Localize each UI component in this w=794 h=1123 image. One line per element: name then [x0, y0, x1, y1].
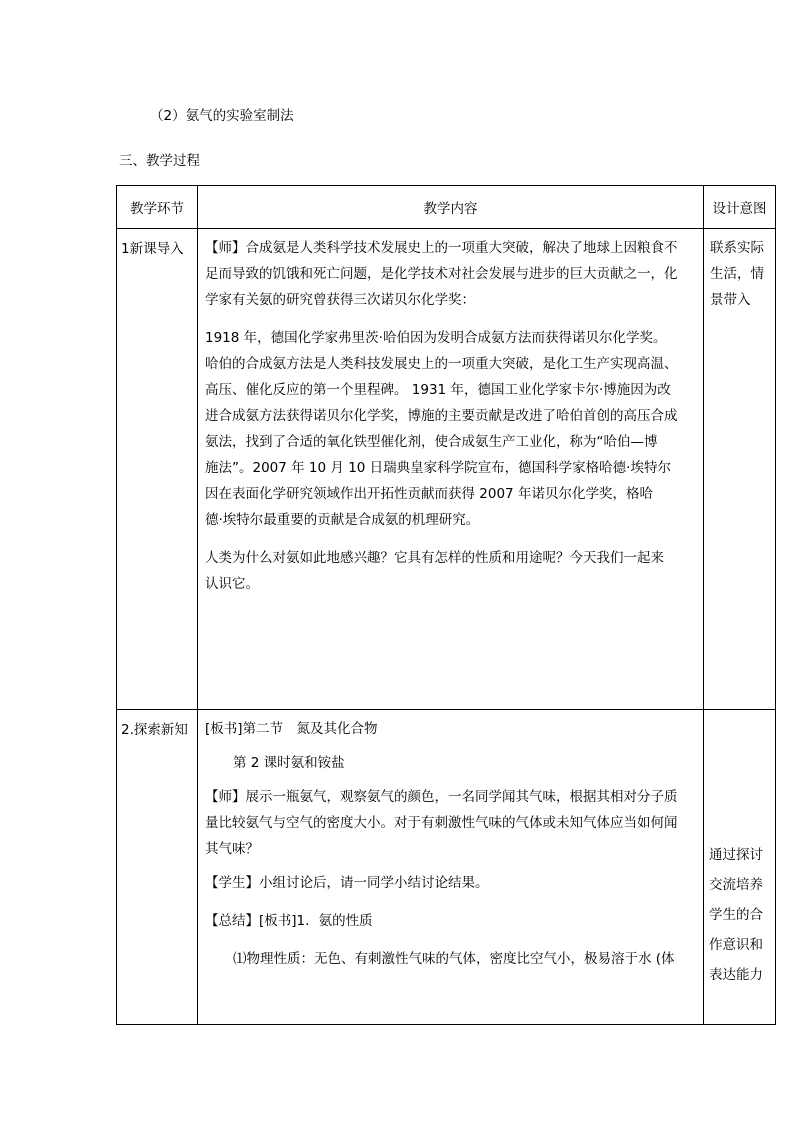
teacher-demo-paragraph	[205, 784, 698, 862]
text-line: 量比较氨气与空气的密度大小。对于有刺激性气味的气体或未知气体应当如何闻	[205, 815, 678, 831]
text-line: 联系实际	[710, 240, 764, 256]
intent-cell	[704, 229, 776, 710]
board-writing-section: [板书]第二节 氮及其化合物	[205, 721, 378, 737]
text-line: 学家有关氨的研究曾获得三次诺贝尔化学奖：	[205, 292, 475, 308]
student-discussion: 【学生】小组讨论后，请一同学小结讨论结果。	[205, 875, 489, 891]
heading-item: （2）氨气的实验室制法	[150, 108, 294, 124]
history-paragraph	[205, 325, 698, 533]
section-title: 三、教学过程	[119, 153, 200, 169]
board-writing-lesson: 第 2 课时氨和铵盐	[233, 755, 345, 771]
text-line: 高压、催化反应的第一个里程碑。 1931 年，德国工业化学家卡尔·博施因为改	[205, 382, 671, 398]
text-line: 人类为什么对氨如此地感兴趣？它具有怎样的性质和用途呢？今天我们一起来	[205, 550, 664, 566]
header-stage: 教学环节	[117, 186, 198, 229]
table-row	[117, 710, 776, 1025]
text-line: 景带入	[710, 292, 751, 308]
teaching-process-table	[116, 185, 776, 1025]
text-line: 交流培养	[709, 877, 763, 893]
text-line: 通过探讨	[709, 847, 763, 863]
summary-board: 【总结】[板书]1．氨的性质	[205, 913, 373, 929]
text-line: 【师】展示一瓶氨气，观察氨气的颜色，一名同学闻其气味，根据其相对分子质	[205, 789, 678, 805]
text-line: 学生的合	[709, 907, 763, 923]
header-content: 教学内容	[198, 186, 704, 229]
text-line: 【师】合成氨是人类科学技术发展史上的一项重大突破，解决了地球上因粮食不	[205, 240, 678, 256]
header-intent: 设计意图	[704, 186, 776, 229]
text-line: 生活，情	[710, 266, 764, 282]
text-line: 氨法，找到了合适的氧化铁型催化剂，使合成氨生产工业化，称为“哈伯—博	[205, 434, 658, 450]
text-line: 施法”。2007 年 10 月 10 日瑞典皇家科学院宣布，德国科学家格哈德·埃特尔	[205, 460, 671, 476]
text-line: 哈伯的合成氨方法是人类科技发展史上的一项重大突破，是化工生产实现高温、	[205, 356, 678, 372]
physical-properties: ⑴物理性质：无色、有刺激性气味的气体，密度比空气小，极易溶于水 (体	[233, 951, 675, 967]
teacher-intro-paragraph	[205, 235, 698, 313]
stage-label: 2.探索新知	[121, 722, 188, 738]
text-line: 表达能力	[709, 967, 763, 983]
text-line: 1918 年，德国化学家弗里茨·哈伯因为发明合成氨方法而获得诺贝尔化学奖。	[205, 330, 667, 346]
text-line: 进合成氨方法获得诺贝尔化学奖，博施的主要贡献是改进了哈伯首创的高压合成	[205, 408, 678, 424]
text-line: 作意识和	[709, 937, 763, 953]
text-line: 德·埃特尔最重要的贡献是合成氨的机理研究。	[205, 512, 480, 528]
question-paragraph	[205, 545, 698, 597]
table-header-row	[117, 186, 776, 229]
stage-label: 1新课导入	[121, 241, 184, 257]
stage-cell	[117, 229, 198, 710]
stage-cell	[117, 710, 198, 1025]
content-cell	[198, 229, 704, 710]
text-line: 其气味？	[205, 841, 259, 857]
intent-cell	[704, 710, 776, 1025]
text-line: 足而导致的饥饿和死亡问题，是化学技术对社会发展与进步的巨大贡献之一，化	[205, 266, 678, 282]
text-line: 因在表面化学研究领域作出开拓性贡献而获得 2007 年诺贝尔化学奖，格哈	[205, 486, 653, 502]
content-cell	[198, 710, 704, 1025]
table-row	[117, 229, 776, 710]
text-line: 认识它。	[205, 576, 259, 592]
